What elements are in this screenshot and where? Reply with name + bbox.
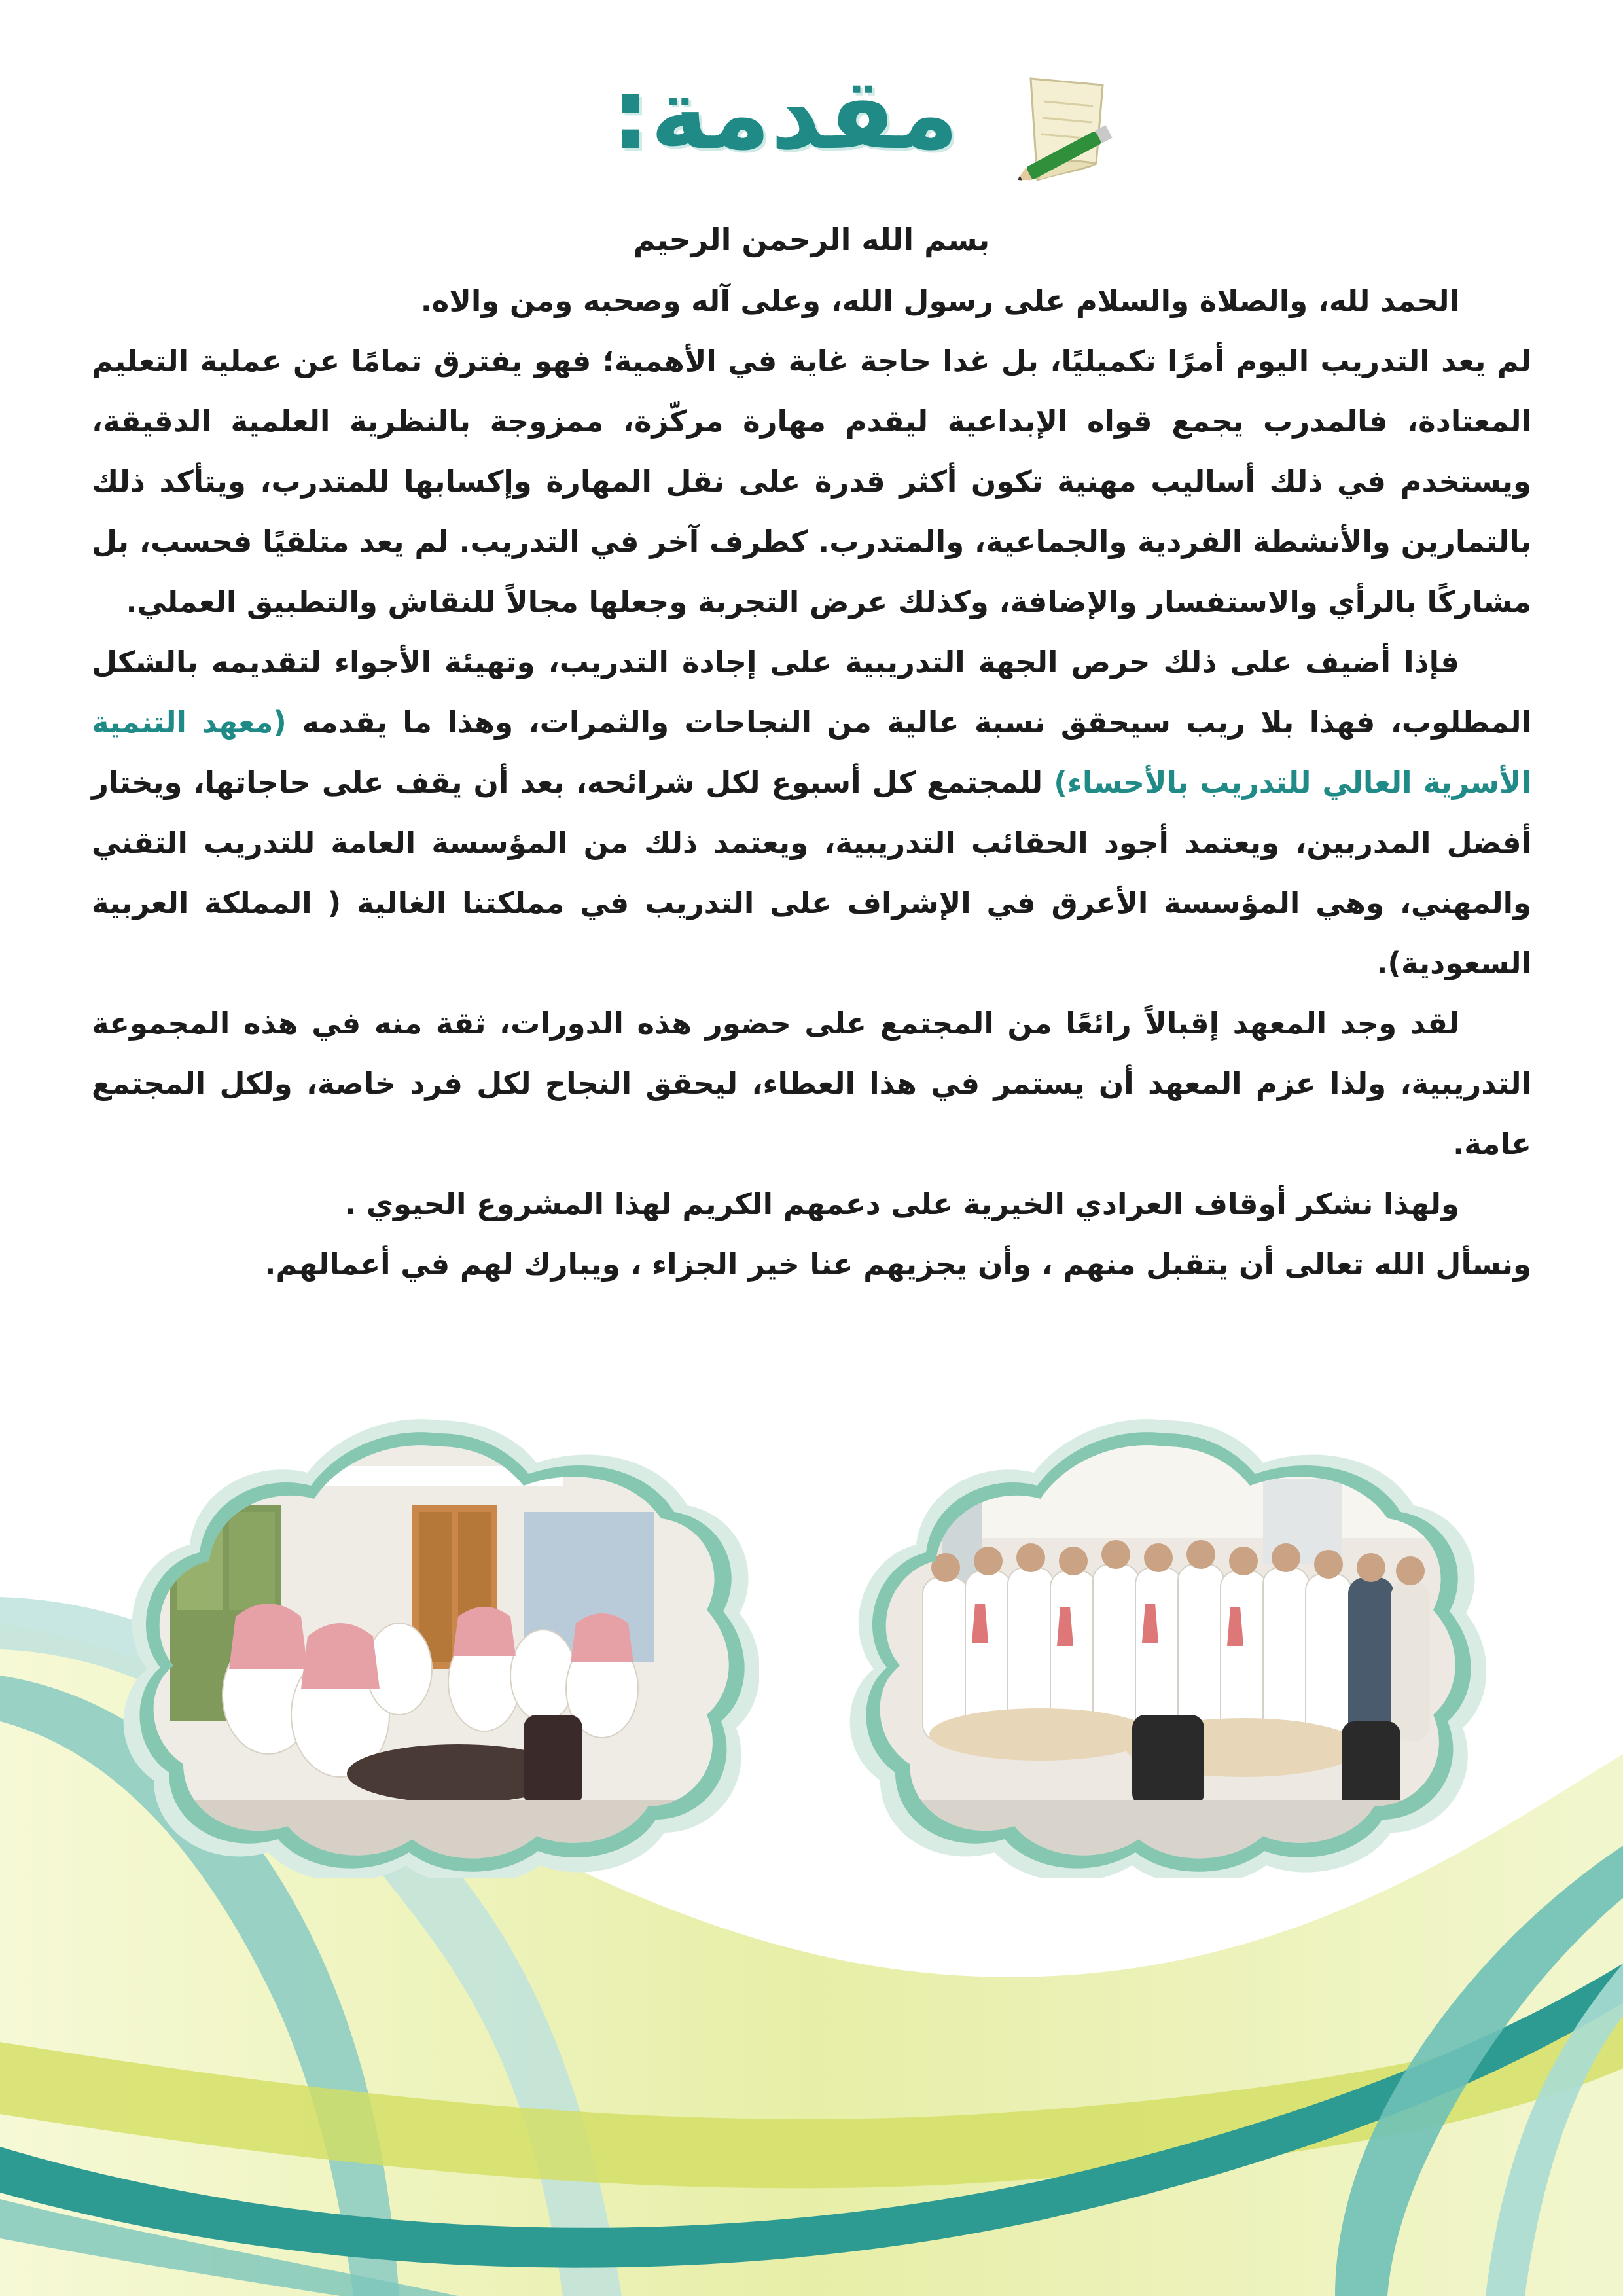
group-photo bbox=[844, 1407, 1486, 1878]
paragraph-thanks: ولهذا نشكر أوقاف العرادي الخيرية على دعمهم الكريم لهذا المشروع الحيوي . bbox=[345, 1187, 1459, 1221]
intro-text bbox=[92, 209, 1531, 1295]
photo-classroom-icon bbox=[118, 1407, 759, 1878]
paragraph-praise: الحمد لله، والصلاة والسلام على رسول الله، وعلى آله وصحبه ومن والاه. bbox=[420, 283, 1459, 318]
paper-pencil-icon bbox=[1005, 65, 1129, 190]
institute-name: (معهد التنمية الأسرية العالي للتدريب بالأحساء) bbox=[92, 705, 1531, 800]
header bbox=[0, 52, 1623, 183]
page-title: مقدمة: bbox=[611, 58, 959, 171]
paragraph-institute bbox=[92, 632, 1531, 994]
paragraph-prayer: ونسأل الله تعالى أن يتقبل منهم ، وأن يجزيهم عنا خير الجزاء ، ويبارك لهم في أعمالهم. bbox=[264, 1247, 1531, 1282]
classroom-photo bbox=[118, 1407, 759, 1878]
photo-group-icon bbox=[844, 1407, 1486, 1878]
paragraph-institute-part2: للمجتمع كل أسبوع لكل شرائحه، بعد أن يقف على حاجاتها، ويختار أفضل المدربين، ويعتمد أجود الحقائب التدريبية، ويعتمد ذلك من المؤسسة العامة للتدريب التقني والمهني، وهي المؤسسة الأعرق في الإشراف على التدريب في مملكتنا الغالية ( المملكة العربية السعودية). bbox=[92, 765, 1531, 980]
paragraph-institute-part1: فإذا أضيف على ذلك حرص الجهة التدريبية على إجادة التدريب، وتهيئة الأجواء لتقديمه بالشكل المطلوب، فهذا بلا ريب سيحقق نسبة عالية من النجاحات والثمرات، وهذا ما يقدمه bbox=[92, 645, 1531, 740]
basmala: بسم الله الرحمن الرحيم bbox=[633, 222, 990, 257]
paragraph-community: لقد وجد المعهد إقبالاً رائعًا من المجتمع على حضور هذه الدورات، ثقة منه في هذه المجموعة التدريبية، ولذا عزم المعهد أن يستمر في هذا العطاء، ليحقق النجاح لكل فرد خاصة، ولكل المجتمع عامة. bbox=[92, 1006, 1531, 1161]
paragraph-training-importance: لم يعد التدريب اليوم أمرًا تكميليًا، بل غدا حاجة غاية في الأهمية؛ فهو يفترق تمامًا عن عملية التعليم المعتادة، فالمدرب يجمع قواه الإبداعية ليقدم مهارة مركّزة، ممزوجة بالنظرية العلمية الدقيقة، ويستخدم في ذلك أساليب مهنية تكون أكثر قدرة على نقل المهارة وإكسابها للمتدرب، ويتأكد ذلك بالتمارين والأنشطة الفردية والجماعية، والمتدرب. كطرف آخر في التدريب. لم يعد متلقيًا فحسب، بل مشاركًا بالرأي والاستفسار والإضافة، وكذلك عرض التجربة وجعلها مجالاً للنقاش والتطبيق العملي. bbox=[92, 344, 1531, 619]
